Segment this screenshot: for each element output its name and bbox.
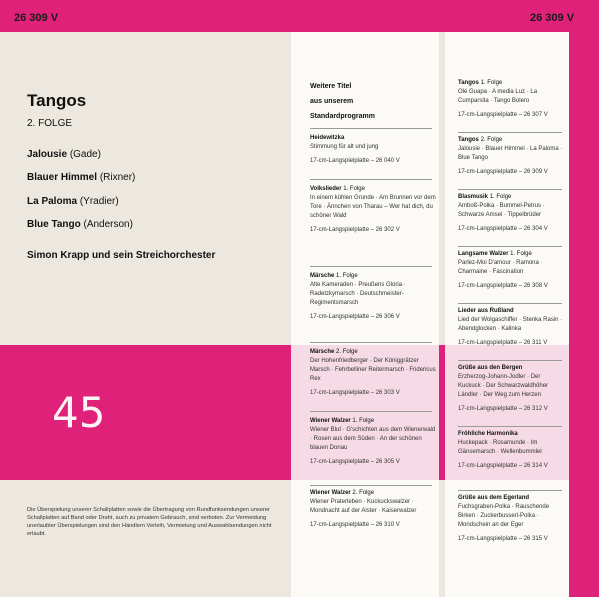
catalog-intro-line: Standardprogramm bbox=[310, 113, 375, 120]
divider bbox=[310, 411, 432, 412]
divider bbox=[310, 179, 432, 180]
divider bbox=[310, 266, 432, 267]
catalog-entry-desc: Jalousie · Blauer Himmel · La Paloma · Blue Tango bbox=[458, 146, 563, 161]
divider bbox=[458, 132, 562, 133]
catalog-entry bbox=[310, 134, 436, 166]
song-title: La Paloma bbox=[27, 196, 78, 207]
catalog-entry-lp: 17-cm-Langspielplatte – 26 311 V bbox=[458, 340, 548, 346]
catalog-entry bbox=[458, 250, 564, 291]
top-color-bar bbox=[0, 0, 599, 32]
catalog-number-right: 26 309 V bbox=[530, 12, 575, 24]
song-entry bbox=[27, 149, 101, 160]
speed-label: 45 bbox=[52, 388, 106, 437]
catalog-entry-title: Grüße aus dem Egerland bbox=[458, 495, 530, 501]
song-title: Jalousie bbox=[27, 149, 68, 160]
catalog-entry-desc: Alte Kameraden · Preußens Gloria · Radetzkymarsch · Deutschmeister-Regimentsmarsch bbox=[310, 282, 406, 306]
catalog-entry-lp: 17-cm-Langspielplatte – 26 302 V bbox=[310, 227, 400, 233]
song-composer: (Rixner) bbox=[99, 172, 136, 183]
catalog-entry bbox=[458, 136, 564, 177]
catalog-entry-title: Grüße aus den Bergen bbox=[458, 365, 523, 371]
catalog-entry bbox=[310, 348, 436, 398]
catalog-entry-title: Fröhliche Harmonika bbox=[458, 431, 518, 437]
catalog-number-left: 26 309 V bbox=[14, 12, 59, 24]
catalog-entry-title: Blasmusik 1. Folge bbox=[458, 194, 512, 200]
catalog-entry-desc: Olé Guapa · A media Luz · La Cumparsita · Tango Bolero bbox=[458, 89, 538, 104]
catalog-entry-title: Wiener Walzer 2. Folge bbox=[310, 490, 375, 496]
catalog-entry bbox=[310, 417, 436, 467]
catalog-entry bbox=[458, 494, 564, 544]
catalog-entry-lp: 17-cm-Langspielplatte – 26 306 V bbox=[310, 314, 400, 320]
catalog-entry-lp: 17-cm-Langspielplatte – 26 303 V bbox=[310, 390, 400, 396]
song-composer: (Yradier) bbox=[79, 196, 119, 207]
divider bbox=[458, 490, 562, 491]
catalog-entry-lp: 17-cm-Langspielplatte – 26 040 V bbox=[310, 158, 400, 164]
catalog-intro-line: aus unserem bbox=[310, 98, 354, 105]
catalog-entry-desc: Wiener Blut · G'schichten aus dem Wienerwald · Rosen aus dem Süden · An der schönen blauen Donau bbox=[310, 427, 436, 451]
catalog-entry-lp: 17-cm-Langspielplatte – 26 310 V bbox=[310, 522, 400, 528]
catalog-entry-lp: 17-cm-Langspielplatte – 26 315 V bbox=[458, 536, 548, 542]
catalog-entry-title: Volkslieder 1. Folge bbox=[310, 186, 365, 192]
right-color-bar bbox=[569, 0, 599, 597]
catalog-entry bbox=[458, 193, 564, 234]
divider bbox=[310, 128, 432, 129]
catalog-entry-desc: Wiener Praterleben · Kuckuckswalzer · Mondnacht auf der Alster · Kaiserwalzer bbox=[310, 499, 417, 514]
catalog-entry-desc: In einem kühlen Grunde · Am Brunnen vor dem Tore · Ännchen von Tharau – Wer hat dich, du schöner Wald bbox=[310, 195, 436, 219]
song-entry bbox=[27, 196, 119, 207]
catalog-entry-title: Tangos 2. Folge bbox=[458, 137, 503, 143]
catalog-entry bbox=[310, 272, 436, 322]
catalog-entry-desc: Der Hohenfriedberger · Der Königgrätzer Marsch · Fehrbelliner Reitermarsch · Fridericus Rex bbox=[310, 358, 436, 382]
performer-credit: Simon Krapp und sein Streichorchester bbox=[27, 250, 216, 261]
song-title: Blue Tango bbox=[27, 219, 81, 230]
song-composer: (Anderson) bbox=[83, 219, 133, 230]
catalog-entry-lp: 17-cm-Langspielplatte – 26 312 V bbox=[458, 406, 548, 412]
catalog-entry-desc: Fuchsgraben-Polka · Rauschende Birken · Zuckerbusserl-Polka · Mondschein an der Eger bbox=[458, 504, 550, 528]
catalog-entry-title: Heidewitzka bbox=[310, 135, 345, 141]
divider bbox=[310, 342, 432, 343]
divider bbox=[310, 485, 432, 486]
catalog-entry bbox=[310, 489, 436, 530]
catalog-entry-lp: 17-cm-Langspielplatte – 26 304 V bbox=[458, 226, 548, 232]
catalog-entry-title: Wiener Walzer 1. Folge bbox=[310, 418, 375, 424]
song-composer: (Gade) bbox=[69, 149, 101, 160]
catalog-entry-desc: Erzherzog-Johann-Jodler · Der Kuckuck · Der Schwarzwaldhöher Ländler · Der Weg zum Herzen bbox=[458, 374, 549, 398]
catalog-entry-title: Langsame Walzer 1. Folge bbox=[458, 251, 532, 257]
catalog-entry-lp: 17-cm-Langspielplatte – 26 307 V bbox=[458, 112, 548, 118]
catalog-entry-title: Tangos 1. Folge bbox=[458, 80, 503, 86]
legal-notice: Die Überspielung unserer Schallplatten sowie die Übertragung von Rundfunksendungen unserer Schallplatten auf Band oder Draht, auch zu privatem Gebrauch, sind verboten. Zur Vermeidung unerlaubter Überspielungen sind den Händlern Verleih, Vermietung und Auswahlsendungen nicht erlaubt. bbox=[27, 507, 272, 537]
catalog-entry-desc: Stimmung für alt und jung bbox=[310, 144, 379, 150]
song-entry bbox=[27, 219, 133, 230]
catalog-entry-title: Märsche 1. Folge bbox=[310, 273, 358, 279]
divider bbox=[458, 246, 562, 247]
catalog-entry-desc: Lied der Wolgaschiffer · Stenka Rasin · Abendglocken · Kalinka bbox=[458, 317, 563, 332]
catalog-entry-lp: 17-cm-Langspielplatte – 26 308 V bbox=[458, 283, 548, 289]
divider bbox=[458, 189, 562, 190]
album-subtitle: 2. FOLGE bbox=[27, 118, 73, 129]
catalog-intro bbox=[310, 79, 375, 124]
catalog-entry-desc: Huckepack · Rosamunde · Im Gänsemarsch · Wellenbummler bbox=[458, 440, 543, 455]
divider bbox=[458, 360, 562, 361]
catalog-entry-lp: 17-cm-Langspielplatte – 26 314 V bbox=[458, 463, 548, 469]
catalog-entry bbox=[310, 185, 436, 235]
divider bbox=[458, 426, 562, 427]
catalog-entry-desc: Parlez-Moi D'amour · Ramona · Charmaine · Fascination bbox=[458, 260, 543, 275]
song-entry bbox=[27, 172, 135, 183]
catalog-entry-desc: Amboß-Polka · Bummel-Petrus · Schwarze Amsel · Tippelbrüder bbox=[458, 203, 545, 218]
catalog-entry-title: Märsche 2. Folge bbox=[310, 349, 358, 355]
catalog-entry bbox=[458, 430, 564, 471]
divider bbox=[458, 303, 562, 304]
catalog-entry-title: Lieder aus Rußland bbox=[458, 308, 514, 314]
catalog-entry bbox=[458, 364, 564, 414]
catalog-entry-lp: 17-cm-Langspielplatte – 26 305 V bbox=[310, 459, 400, 465]
catalog-entry bbox=[458, 79, 564, 120]
catalog-intro-line: Weitere Titel bbox=[310, 83, 352, 90]
catalog-entry bbox=[458, 307, 564, 348]
album-title: Tangos bbox=[27, 91, 87, 110]
catalog-entry-lp: 17-cm-Langspielplatte – 26 309 V bbox=[458, 169, 548, 175]
song-title: Blauer Himmel bbox=[27, 172, 98, 183]
